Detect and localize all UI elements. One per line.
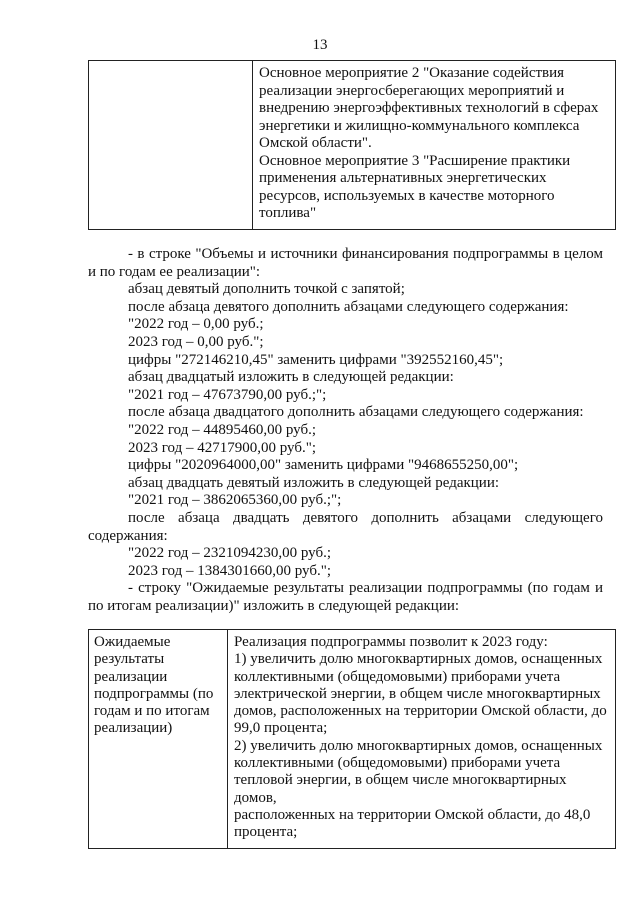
paragraph: 2023 год – 0,00 руб."; — [128, 333, 264, 350]
text-line: подпрограммы (по — [94, 685, 214, 702]
text-line: энергетики и жилищно-коммунального комплекса — [259, 117, 580, 134]
paragraph: цифры "2020964000,00" заменить цифрами "9468655250,00"; — [128, 457, 519, 474]
paragraph: "2022 год – 44895460,00 руб.; — [128, 421, 317, 438]
text-line: применения альтернативных энергетических — [259, 170, 547, 186]
text-line: реализации энергосберегающих мероприятий и — [259, 82, 565, 99]
table-cell-activities — [253, 61, 616, 230]
table-row — [89, 61, 616, 230]
body-text — [88, 246, 603, 615]
paragraph: - в строке "Объемы и источники финансирования подпрограммы в целом и по годам ее реализации": — [88, 246, 603, 280]
paragraph: "2021 год – 47673790,00 руб.;"; — [128, 386, 327, 403]
text-line: 1) увеличить долю многоквартирных домов, оснащенных — [234, 651, 603, 668]
text-line: Омской области". — [259, 135, 372, 151]
paragraph: содержания: — [88, 527, 168, 544]
results-label — [94, 634, 224, 738]
table-cell-label — [89, 630, 228, 849]
paragraph: 2023 год – 1384301660,00 руб."; — [128, 562, 332, 579]
paragraph: после абзаца двадцатого дополнить абзацами следующего содержания: — [128, 404, 584, 421]
text-line: электрической энергии, в общем числе многоквартирных — [234, 685, 601, 702]
results-text — [234, 634, 609, 842]
text-line: 2) увеличить долю многоквартирных домов, оснащенных — [234, 737, 603, 754]
text-line: результаты — [94, 651, 165, 668]
text-line: коллективными (общедомовыми) приборами учета — [234, 668, 561, 685]
paragraph: цифры "272146210,45" заменить цифрами "392552160,45"; — [128, 351, 504, 368]
text-line: расположенных на территории Омской области, до 48,0 — [234, 806, 591, 823]
paragraph: "2022 год – 0,00 руб.; — [128, 316, 264, 333]
paragraph: абзац двадцатый изложить в следующей редакции: — [128, 369, 454, 386]
paragraph: "2022 год – 2321094230,00 руб.; — [128, 545, 332, 562]
text-line: Основное мероприятие 3 "Расширение практики — [259, 152, 571, 169]
paragraph: 2023 год – 42717900,00 руб."; — [128, 439, 317, 456]
results-table — [88, 629, 616, 849]
top-table — [88, 60, 616, 230]
text-line: 99,0 процента; — [234, 720, 328, 737]
paragraph: абзац девятый дополнить точкой с запятой; — [128, 281, 405, 298]
paragraph: "2021 год – 3862065360,00 руб.;"; — [128, 492, 342, 509]
text-line: внедрению энергоэффективных технологий в сферах — [259, 100, 599, 116]
text-line: домов, расположенных на территории Омской области, до — [234, 703, 607, 720]
text-line: реализации) — [94, 720, 173, 737]
table-cell-empty — [89, 61, 253, 230]
text-line: реализации — [94, 668, 168, 685]
paragraph: после абзаца девятого дополнить абзацами следующего содержания: — [128, 298, 569, 315]
text-line: коллективными (общедомовыми) приборами учета — [234, 755, 561, 772]
paragraph: - строку "Ожидаемые результаты реализации подпрограммы (по годам и по итогам реализации)" изложить в следующей редакции: — [88, 580, 603, 614]
activities-text — [259, 65, 609, 223]
text-line: процента; — [234, 824, 298, 841]
page-number: 13 — [312, 37, 328, 53]
table-cell-results — [228, 630, 616, 849]
text-line: годам и по итогам — [94, 703, 210, 720]
text-line: Основное мероприятие 2 "Оказание содействия — [259, 65, 565, 81]
text-line: Ожидаемые — [94, 634, 171, 650]
paragraph: после абзаца двадцать девятого дополнить абзацами следующего — [128, 509, 603, 526]
text-line: ресурсов, используемых в качестве моторного — [259, 187, 555, 204]
text-line: топлива" — [259, 205, 317, 221]
text-line: тепловой энергии, в общем числе многоквартирных домов, — [234, 772, 567, 806]
table-row — [89, 630, 616, 849]
paragraph: абзац двадцать девятый изложить в следующей редакции: — [128, 474, 500, 491]
text-line: Реализация подпрограммы позволит к 2023 году: — [234, 634, 548, 650]
